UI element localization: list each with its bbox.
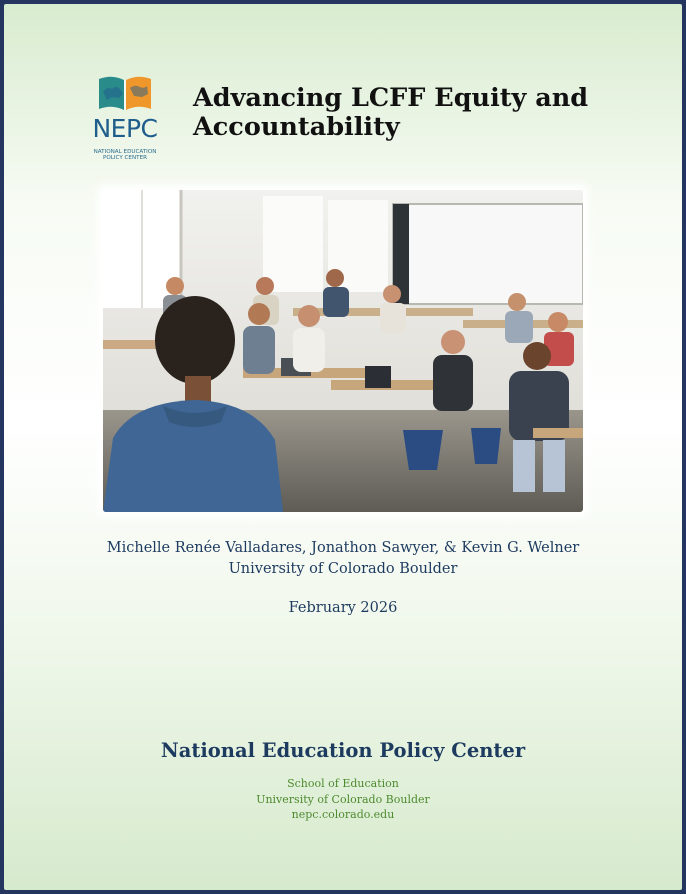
publisher-university: University of Colorado Boulder bbox=[256, 792, 430, 806]
publisher-name: National Education Policy Center bbox=[160, 739, 526, 762]
classroom-photo bbox=[103, 190, 583, 512]
publisher-contact bbox=[4, 776, 682, 823]
logo-subtitle-line2: POLICY CENTER bbox=[102, 155, 147, 162]
report-title bbox=[193, 84, 653, 142]
author-names: Michelle Renée Valladares, Jonathon Sawyer, & Kevin G. Welner bbox=[106, 540, 580, 556]
logo-subtitle-line1: NATIONAL EDUCATION bbox=[93, 149, 157, 155]
report-cover-page bbox=[4, 4, 682, 890]
publisher-website-link[interactable]: nepc.colorado.edu bbox=[291, 808, 395, 821]
open-book-map-icon bbox=[82, 70, 168, 114]
nepc-logo[interactable] bbox=[82, 70, 168, 168]
publisher-school: School of Education bbox=[287, 777, 399, 790]
report-title-line1: Advancing LCFF Equity and bbox=[193, 83, 589, 113]
author-block bbox=[4, 538, 682, 580]
report-title-line2: Accountability bbox=[193, 112, 400, 142]
author-affiliation: University of Colorado Boulder bbox=[228, 561, 458, 577]
logo-wordmark: NEPC bbox=[92, 114, 158, 143]
publication-date: February 2026 bbox=[288, 600, 398, 616]
logo-subtitle bbox=[82, 149, 168, 162]
classroom-photo-illustration bbox=[103, 190, 583, 512]
